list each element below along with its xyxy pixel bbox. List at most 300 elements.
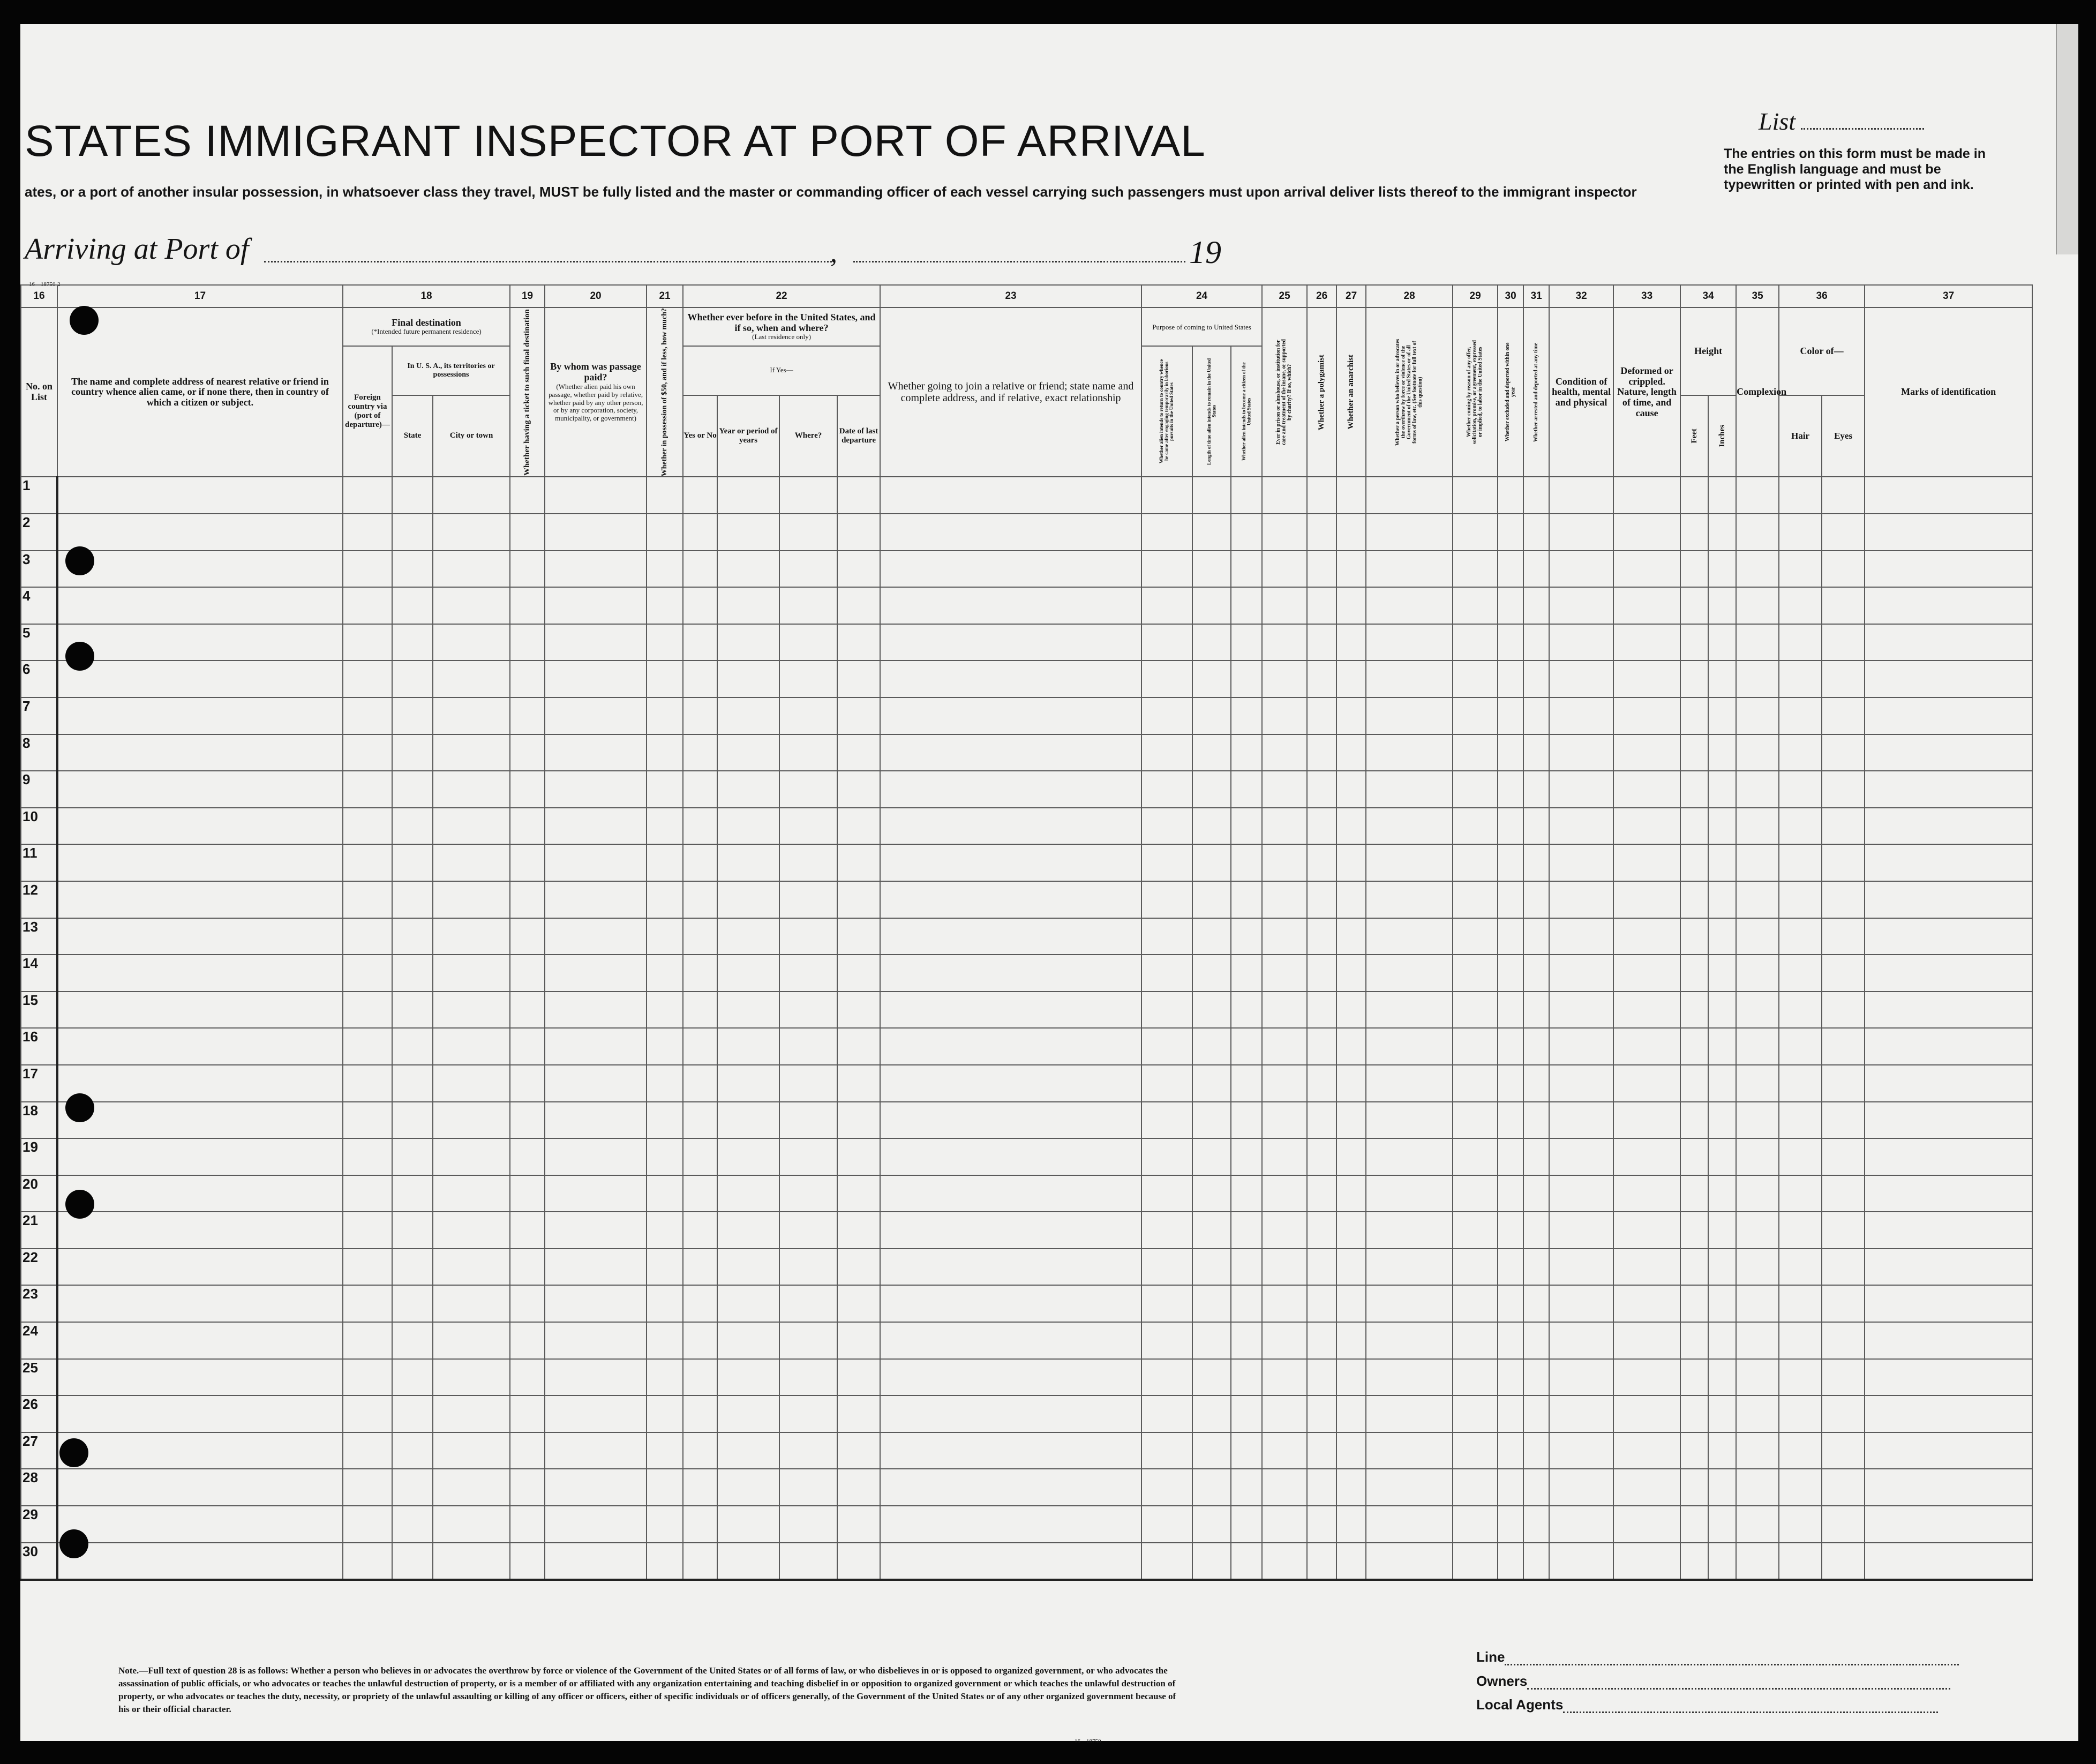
table-cell[interactable] bbox=[717, 477, 779, 514]
table-cell[interactable] bbox=[1822, 551, 1865, 588]
table-cell[interactable] bbox=[837, 808, 880, 845]
table-cell[interactable] bbox=[1708, 697, 1736, 734]
table-cell[interactable] bbox=[545, 918, 647, 955]
table-cell[interactable] bbox=[1708, 1102, 1736, 1139]
table-cell[interactable] bbox=[1865, 697, 2032, 734]
table-cell[interactable] bbox=[433, 992, 510, 1029]
table-cell[interactable] bbox=[433, 844, 510, 881]
table-cell[interactable] bbox=[1262, 1138, 1307, 1175]
table-cell[interactable] bbox=[647, 1138, 683, 1175]
table-cell[interactable] bbox=[1680, 771, 1708, 808]
table-cell[interactable] bbox=[1336, 1359, 1366, 1396]
table-cell[interactable] bbox=[392, 1285, 433, 1322]
table-cell[interactable] bbox=[1708, 955, 1736, 992]
table-cell[interactable] bbox=[1549, 1028, 1613, 1065]
table-cell[interactable] bbox=[1779, 660, 1822, 697]
table-cell[interactable] bbox=[510, 1432, 545, 1469]
table-cell[interactable] bbox=[1498, 587, 1523, 624]
table-cell[interactable] bbox=[1613, 881, 1680, 918]
table-cell[interactable] bbox=[647, 1543, 683, 1580]
table-cell[interactable] bbox=[392, 1432, 433, 1469]
table-cell[interactable] bbox=[683, 624, 717, 661]
table-cell[interactable] bbox=[1779, 918, 1822, 955]
table-cell[interactable] bbox=[683, 1432, 717, 1469]
table-cell[interactable] bbox=[1262, 1506, 1307, 1543]
table-cell[interactable] bbox=[1680, 1506, 1708, 1543]
table-cell[interactable] bbox=[1865, 624, 2032, 661]
table-cell[interactable] bbox=[647, 1212, 683, 1249]
table-cell[interactable] bbox=[683, 1028, 717, 1065]
table-cell[interactable] bbox=[1549, 1506, 1613, 1543]
table-cell[interactable] bbox=[1549, 1543, 1613, 1580]
table-cell[interactable] bbox=[683, 992, 717, 1029]
table-cell[interactable] bbox=[1736, 1322, 1779, 1359]
table-cell[interactable] bbox=[1307, 734, 1336, 771]
table-cell[interactable] bbox=[1865, 992, 2032, 1029]
table-cell[interactable] bbox=[1523, 1028, 1549, 1065]
table-cell[interactable] bbox=[1336, 844, 1366, 881]
table-cell[interactable] bbox=[1366, 1285, 1453, 1322]
table-cell[interactable] bbox=[1498, 734, 1523, 771]
table-cell[interactable] bbox=[1822, 1322, 1865, 1359]
table-cell[interactable] bbox=[433, 660, 510, 697]
table-cell[interactable] bbox=[343, 808, 392, 845]
table-cell[interactable] bbox=[880, 551, 1141, 588]
table-cell[interactable] bbox=[1822, 697, 1865, 734]
table-cell[interactable] bbox=[1680, 1322, 1708, 1359]
table-cell[interactable] bbox=[1231, 844, 1262, 881]
table-cell[interactable] bbox=[1822, 1175, 1865, 1212]
table-cell[interactable] bbox=[837, 1322, 880, 1359]
table-cell[interactable] bbox=[1865, 1506, 2032, 1543]
table-cell[interactable] bbox=[1262, 1065, 1307, 1102]
table-cell[interactable] bbox=[1366, 1543, 1453, 1580]
table-cell[interactable] bbox=[1498, 844, 1523, 881]
table-cell[interactable] bbox=[1307, 844, 1336, 881]
table-cell[interactable] bbox=[717, 1212, 779, 1249]
table-cell[interactable] bbox=[1613, 1249, 1680, 1286]
table-cell[interactable] bbox=[343, 918, 392, 955]
table-cell[interactable] bbox=[1192, 551, 1231, 588]
table-cell[interactable] bbox=[1453, 1065, 1498, 1102]
table-cell[interactable] bbox=[392, 1102, 433, 1139]
table-cell[interactable] bbox=[1336, 514, 1366, 551]
table-cell[interactable] bbox=[510, 1212, 545, 1249]
table-cell[interactable] bbox=[433, 1249, 510, 1286]
table-cell[interactable] bbox=[1822, 955, 1865, 992]
table-cell[interactable] bbox=[1865, 1175, 2032, 1212]
table-cell[interactable] bbox=[343, 1395, 392, 1432]
table-cell[interactable] bbox=[1231, 1506, 1262, 1543]
agents-field[interactable] bbox=[1476, 1697, 1938, 1713]
table-cell[interactable] bbox=[1192, 514, 1231, 551]
table-cell[interactable] bbox=[683, 1395, 717, 1432]
table-cell[interactable] bbox=[433, 1506, 510, 1543]
table-cell[interactable] bbox=[837, 551, 880, 588]
table-cell[interactable] bbox=[647, 1028, 683, 1065]
table-cell[interactable] bbox=[1498, 1506, 1523, 1543]
table-cell[interactable] bbox=[1141, 1322, 1192, 1359]
table-cell[interactable] bbox=[1453, 660, 1498, 697]
table-cell[interactable] bbox=[433, 1432, 510, 1469]
table-cell[interactable] bbox=[1708, 808, 1736, 845]
table-cell[interactable] bbox=[1192, 992, 1231, 1029]
table-cell[interactable] bbox=[1231, 1395, 1262, 1432]
table-cell[interactable] bbox=[1523, 1065, 1549, 1102]
table-cell[interactable] bbox=[1549, 1212, 1613, 1249]
table-cell[interactable] bbox=[545, 514, 647, 551]
table-cell[interactable] bbox=[433, 697, 510, 734]
table-cell[interactable] bbox=[1613, 514, 1680, 551]
table-cell[interactable] bbox=[1613, 734, 1680, 771]
table-cell[interactable] bbox=[392, 844, 433, 881]
table-cell[interactable] bbox=[1549, 1175, 1613, 1212]
table-cell[interactable] bbox=[510, 1469, 545, 1506]
table-cell[interactable] bbox=[343, 844, 392, 881]
table-cell[interactable] bbox=[1141, 514, 1192, 551]
table-cell[interactable] bbox=[1822, 1432, 1865, 1469]
table-cell[interactable] bbox=[57, 918, 343, 955]
table-cell[interactable] bbox=[1779, 624, 1822, 661]
table-cell[interactable] bbox=[1822, 1469, 1865, 1506]
table-cell[interactable] bbox=[433, 1543, 510, 1580]
table-cell[interactable] bbox=[1549, 1138, 1613, 1175]
table-cell[interactable] bbox=[1262, 514, 1307, 551]
table-cell[interactable] bbox=[57, 1432, 343, 1469]
table-cell[interactable] bbox=[717, 771, 779, 808]
table-cell[interactable] bbox=[1141, 1175, 1192, 1212]
table-cell[interactable] bbox=[57, 1175, 343, 1212]
table-cell[interactable] bbox=[1192, 1359, 1231, 1396]
table-cell[interactable] bbox=[1708, 1249, 1736, 1286]
table-cell[interactable] bbox=[343, 1543, 392, 1580]
table-cell[interactable] bbox=[683, 587, 717, 624]
table-cell[interactable] bbox=[683, 1469, 717, 1506]
table-cell[interactable] bbox=[1366, 1359, 1453, 1396]
table-cell[interactable] bbox=[1262, 1212, 1307, 1249]
table-cell[interactable] bbox=[1192, 1212, 1231, 1249]
table-cell[interactable] bbox=[1523, 992, 1549, 1029]
table-cell[interactable] bbox=[717, 1543, 779, 1580]
table-cell[interactable] bbox=[1336, 1175, 1366, 1212]
table-cell[interactable] bbox=[1613, 1212, 1680, 1249]
table-cell[interactable] bbox=[392, 1506, 433, 1543]
table-cell[interactable] bbox=[1779, 1543, 1822, 1580]
table-cell[interactable] bbox=[1613, 1065, 1680, 1102]
table-cell[interactable] bbox=[57, 587, 343, 624]
table-cell[interactable] bbox=[343, 1212, 392, 1249]
table-cell[interactable] bbox=[1307, 955, 1336, 992]
table-cell[interactable] bbox=[545, 771, 647, 808]
table-cell[interactable] bbox=[1779, 1469, 1822, 1506]
table-cell[interactable] bbox=[57, 1102, 343, 1139]
table-cell[interactable] bbox=[1453, 955, 1498, 992]
table-cell[interactable] bbox=[1231, 1212, 1262, 1249]
table-cell[interactable] bbox=[1231, 1028, 1262, 1065]
table-cell[interactable] bbox=[1231, 918, 1262, 955]
table-cell[interactable] bbox=[1141, 551, 1192, 588]
table-cell[interactable] bbox=[433, 771, 510, 808]
table-cell[interactable] bbox=[510, 992, 545, 1029]
table-cell[interactable] bbox=[1613, 1028, 1680, 1065]
table-cell[interactable] bbox=[1549, 1322, 1613, 1359]
table-cell[interactable] bbox=[1498, 1359, 1523, 1396]
table-cell[interactable] bbox=[779, 624, 837, 661]
table-cell[interactable] bbox=[510, 1028, 545, 1065]
table-cell[interactable] bbox=[1366, 808, 1453, 845]
table-cell[interactable] bbox=[837, 955, 880, 992]
table-cell[interactable] bbox=[1307, 624, 1336, 661]
table-cell[interactable] bbox=[1736, 587, 1779, 624]
table-cell[interactable] bbox=[1262, 1249, 1307, 1286]
table-cell[interactable] bbox=[1523, 624, 1549, 661]
table-cell[interactable] bbox=[717, 1249, 779, 1286]
table-cell[interactable] bbox=[1453, 697, 1498, 734]
table-cell[interactable] bbox=[683, 881, 717, 918]
table-cell[interactable] bbox=[1498, 1432, 1523, 1469]
table-cell[interactable] bbox=[1366, 477, 1453, 514]
table-cell[interactable] bbox=[1307, 1065, 1336, 1102]
table-cell[interactable] bbox=[1549, 660, 1613, 697]
table-cell[interactable] bbox=[545, 734, 647, 771]
table-cell[interactable] bbox=[57, 1322, 343, 1359]
table-cell[interactable] bbox=[343, 1432, 392, 1469]
table-cell[interactable] bbox=[1366, 1175, 1453, 1212]
table-cell[interactable] bbox=[1680, 1469, 1708, 1506]
table-cell[interactable] bbox=[1231, 514, 1262, 551]
table-cell[interactable] bbox=[392, 660, 433, 697]
table-cell[interactable] bbox=[1549, 587, 1613, 624]
port-field[interactable] bbox=[264, 261, 832, 262]
table-cell[interactable] bbox=[1680, 1028, 1708, 1065]
table-cell[interactable] bbox=[510, 1175, 545, 1212]
table-cell[interactable] bbox=[1822, 1506, 1865, 1543]
table-cell[interactable] bbox=[57, 881, 343, 918]
table-cell[interactable] bbox=[1336, 1102, 1366, 1139]
table-cell[interactable] bbox=[1192, 1028, 1231, 1065]
table-cell[interactable] bbox=[1822, 1138, 1865, 1175]
table-cell[interactable] bbox=[1613, 587, 1680, 624]
table-cell[interactable] bbox=[343, 1322, 392, 1359]
table-cell[interactable] bbox=[545, 1138, 647, 1175]
table-cell[interactable] bbox=[1231, 1285, 1262, 1322]
table-cell[interactable] bbox=[1453, 477, 1498, 514]
table-cell[interactable] bbox=[1613, 955, 1680, 992]
table-cell[interactable] bbox=[717, 734, 779, 771]
table-cell[interactable] bbox=[1141, 734, 1192, 771]
table-cell[interactable] bbox=[1141, 1249, 1192, 1286]
table-cell[interactable] bbox=[717, 881, 779, 918]
table-cell[interactable] bbox=[1523, 660, 1549, 697]
table-cell[interactable] bbox=[433, 587, 510, 624]
table-cell[interactable] bbox=[1549, 918, 1613, 955]
table-cell[interactable] bbox=[1141, 918, 1192, 955]
table-cell[interactable] bbox=[57, 514, 343, 551]
table-cell[interactable] bbox=[1336, 1469, 1366, 1506]
table-cell[interactable] bbox=[880, 1249, 1141, 1286]
table-cell[interactable] bbox=[880, 587, 1141, 624]
table-cell[interactable] bbox=[545, 1065, 647, 1102]
table-cell[interactable] bbox=[647, 1395, 683, 1432]
table-cell[interactable] bbox=[683, 1065, 717, 1102]
table-cell[interactable] bbox=[1779, 477, 1822, 514]
table-cell[interactable] bbox=[343, 660, 392, 697]
table-cell[interactable] bbox=[545, 1028, 647, 1065]
table-cell[interactable] bbox=[1231, 1359, 1262, 1396]
table-cell[interactable] bbox=[717, 1138, 779, 1175]
table-cell[interactable] bbox=[1779, 734, 1822, 771]
table-cell[interactable] bbox=[392, 1543, 433, 1580]
table-cell[interactable] bbox=[1192, 1249, 1231, 1286]
table-cell[interactable] bbox=[1779, 881, 1822, 918]
table-cell[interactable] bbox=[1708, 1285, 1736, 1322]
table-cell[interactable] bbox=[392, 514, 433, 551]
table-cell[interactable] bbox=[510, 624, 545, 661]
table-cell[interactable] bbox=[57, 624, 343, 661]
table-cell[interactable] bbox=[392, 1469, 433, 1506]
table-cell[interactable] bbox=[1141, 1432, 1192, 1469]
table-cell[interactable] bbox=[1736, 992, 1779, 1029]
table-cell[interactable] bbox=[647, 881, 683, 918]
table-cell[interactable] bbox=[392, 771, 433, 808]
table-cell[interactable] bbox=[1613, 1322, 1680, 1359]
table-cell[interactable] bbox=[1453, 1102, 1498, 1139]
table-cell[interactable] bbox=[1523, 697, 1549, 734]
table-cell[interactable] bbox=[1231, 660, 1262, 697]
table-cell[interactable] bbox=[433, 1359, 510, 1396]
table-cell[interactable] bbox=[1498, 551, 1523, 588]
table-cell[interactable] bbox=[837, 697, 880, 734]
table-cell[interactable] bbox=[1549, 808, 1613, 845]
table-cell[interactable] bbox=[1307, 1469, 1336, 1506]
table-cell[interactable] bbox=[837, 660, 880, 697]
table-cell[interactable] bbox=[1523, 477, 1549, 514]
table-cell[interactable] bbox=[1736, 844, 1779, 881]
table-cell[interactable] bbox=[1453, 1285, 1498, 1322]
table-cell[interactable] bbox=[1736, 1285, 1779, 1322]
table-cell[interactable] bbox=[1708, 514, 1736, 551]
table-cell[interactable] bbox=[1366, 734, 1453, 771]
table-cell[interactable] bbox=[1336, 1138, 1366, 1175]
table-cell[interactable] bbox=[57, 1506, 343, 1543]
table-cell[interactable] bbox=[1262, 624, 1307, 661]
agents-signature-line[interactable] bbox=[1563, 1712, 1938, 1713]
table-cell[interactable] bbox=[1336, 477, 1366, 514]
table-cell[interactable] bbox=[57, 1065, 343, 1102]
table-cell[interactable] bbox=[1192, 808, 1231, 845]
table-cell[interactable] bbox=[1613, 1175, 1680, 1212]
table-cell[interactable] bbox=[1865, 551, 2032, 588]
table-cell[interactable] bbox=[433, 1102, 510, 1139]
table-cell[interactable] bbox=[433, 1175, 510, 1212]
table-cell[interactable] bbox=[343, 477, 392, 514]
table-cell[interactable] bbox=[1498, 624, 1523, 661]
table-cell[interactable] bbox=[1523, 844, 1549, 881]
table-cell[interactable] bbox=[1680, 551, 1708, 588]
table-cell[interactable] bbox=[717, 955, 779, 992]
table-cell[interactable] bbox=[647, 771, 683, 808]
table-cell[interactable] bbox=[1262, 1395, 1307, 1432]
table-cell[interactable] bbox=[1262, 808, 1307, 845]
table-cell[interactable] bbox=[779, 1102, 837, 1139]
table-cell[interactable] bbox=[683, 1212, 717, 1249]
table-cell[interactable] bbox=[717, 1065, 779, 1102]
table-cell[interactable] bbox=[545, 955, 647, 992]
table-cell[interactable] bbox=[1708, 734, 1736, 771]
table-cell[interactable] bbox=[1708, 844, 1736, 881]
table-cell[interactable] bbox=[1822, 1543, 1865, 1580]
table-cell[interactable] bbox=[1779, 1322, 1822, 1359]
table-cell[interactable] bbox=[1736, 1065, 1779, 1102]
table-cell[interactable] bbox=[1523, 955, 1549, 992]
table-cell[interactable] bbox=[510, 660, 545, 697]
table-cell[interactable] bbox=[1613, 660, 1680, 697]
table-cell[interactable] bbox=[1366, 1102, 1453, 1139]
table-cell[interactable] bbox=[880, 1506, 1141, 1543]
table-cell[interactable] bbox=[1498, 514, 1523, 551]
table-cell[interactable] bbox=[1192, 660, 1231, 697]
table-cell[interactable] bbox=[1736, 697, 1779, 734]
table-cell[interactable] bbox=[683, 808, 717, 845]
table-cell[interactable] bbox=[1307, 1285, 1336, 1322]
table-cell[interactable] bbox=[1736, 1138, 1779, 1175]
table-cell[interactable] bbox=[1865, 734, 2032, 771]
table-cell[interactable] bbox=[1498, 1175, 1523, 1212]
table-cell[interactable] bbox=[1680, 697, 1708, 734]
table-cell[interactable] bbox=[1141, 1543, 1192, 1580]
table-cell[interactable] bbox=[1453, 1543, 1498, 1580]
table-cell[interactable] bbox=[343, 1138, 392, 1175]
table-cell[interactable] bbox=[1453, 771, 1498, 808]
table-cell[interactable] bbox=[1262, 1322, 1307, 1359]
table-cell[interactable] bbox=[1549, 955, 1613, 992]
table-cell[interactable] bbox=[510, 808, 545, 845]
table-cell[interactable] bbox=[392, 992, 433, 1029]
table-cell[interactable] bbox=[1865, 1138, 2032, 1175]
table-cell[interactable] bbox=[683, 1285, 717, 1322]
table-cell[interactable] bbox=[1865, 514, 2032, 551]
table-cell[interactable] bbox=[545, 1543, 647, 1580]
table-cell[interactable] bbox=[1336, 1322, 1366, 1359]
table-cell[interactable] bbox=[1613, 1138, 1680, 1175]
table-cell[interactable] bbox=[1192, 477, 1231, 514]
table-cell[interactable] bbox=[837, 992, 880, 1029]
line-signature-line[interactable] bbox=[1505, 1664, 1959, 1665]
table-cell[interactable] bbox=[1453, 1469, 1498, 1506]
table-cell[interactable] bbox=[683, 771, 717, 808]
table-cell[interactable] bbox=[683, 697, 717, 734]
table-cell[interactable] bbox=[1231, 1322, 1262, 1359]
table-cell[interactable] bbox=[1680, 844, 1708, 881]
table-cell[interactable] bbox=[1736, 808, 1779, 845]
table-cell[interactable] bbox=[683, 1138, 717, 1175]
table-cell[interactable] bbox=[1366, 587, 1453, 624]
table-cell[interactable] bbox=[57, 1285, 343, 1322]
table-cell[interactable] bbox=[1307, 992, 1336, 1029]
table-cell[interactable] bbox=[1307, 808, 1336, 845]
table-cell[interactable] bbox=[1307, 1028, 1336, 1065]
table-cell[interactable] bbox=[510, 1359, 545, 1396]
table-cell[interactable] bbox=[1523, 1249, 1549, 1286]
table-cell[interactable] bbox=[1307, 697, 1336, 734]
table-cell[interactable] bbox=[1498, 881, 1523, 918]
table-cell[interactable] bbox=[343, 1249, 392, 1286]
table-cell[interactable] bbox=[1779, 587, 1822, 624]
table-cell[interactable] bbox=[1366, 697, 1453, 734]
table-cell[interactable] bbox=[1708, 660, 1736, 697]
table-cell[interactable] bbox=[392, 881, 433, 918]
table-cell[interactable] bbox=[343, 1469, 392, 1506]
